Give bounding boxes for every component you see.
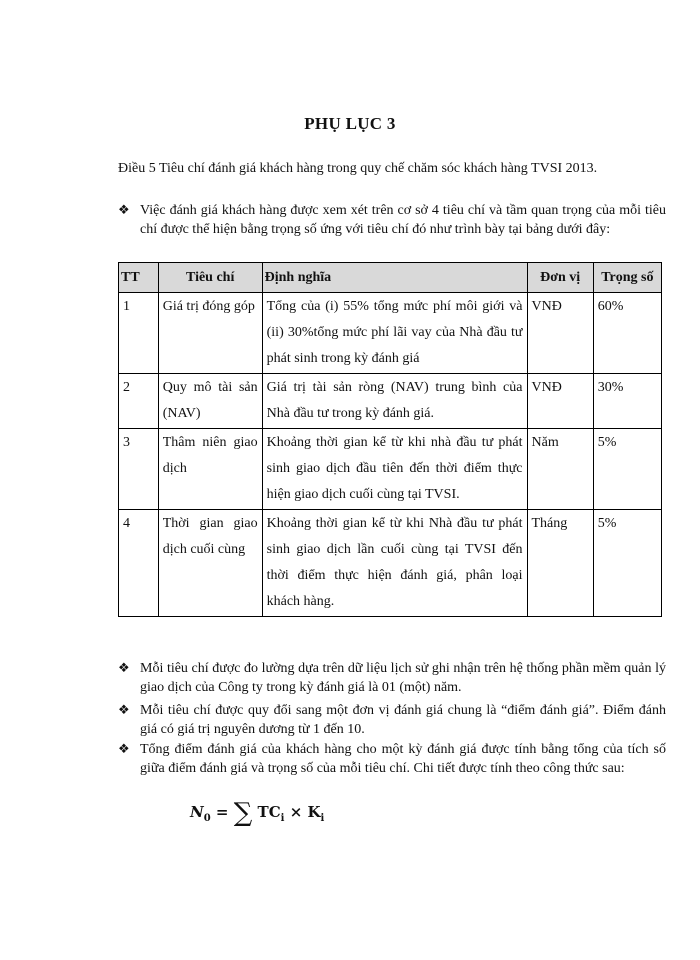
header-trong-so: Trọng số xyxy=(593,263,661,293)
cell-don-vi: VNĐ xyxy=(527,374,593,429)
table-row xyxy=(119,293,662,374)
diamond-bullet-icon: ❖ xyxy=(118,703,130,718)
cell-don-vi: Tháng xyxy=(527,510,593,617)
cell-tt: 3 xyxy=(119,429,159,510)
formula-k-sub: i xyxy=(320,813,325,824)
cell-tieu-chi: Thời gian giao dịch cuối cùng xyxy=(158,510,262,617)
cell-trong-so: 5% xyxy=(593,429,661,510)
cell-tt: 1 xyxy=(119,293,159,374)
cell-tieu-chi: Thâm niên giao dịch xyxy=(158,429,262,510)
table-header-row xyxy=(119,263,662,293)
diamond-bullet-icon: ❖ xyxy=(118,742,130,757)
criteria-table xyxy=(118,262,662,617)
cell-don-vi: Năm xyxy=(527,429,593,510)
formula-lhs-sub: 0 xyxy=(203,813,211,824)
page-title: PHỤ LỤC 3 xyxy=(304,114,396,133)
cell-tieu-chi: Quy mô tài sản (NAV) xyxy=(158,374,262,429)
cell-tt: 2 xyxy=(119,374,159,429)
table-row xyxy=(119,510,662,617)
formula-tc-sub: i xyxy=(280,813,285,824)
cell-trong-so: 60% xyxy=(593,293,661,374)
bullet-item-measurement xyxy=(118,659,666,697)
header-dinh-nghia: Định nghĩa xyxy=(262,263,527,293)
formula-tc: TC xyxy=(257,803,281,821)
cell-tieu-chi: Giá trị đóng góp xyxy=(158,293,262,374)
formula-times: × xyxy=(289,803,303,821)
bullet-item-score-conversion xyxy=(118,701,666,739)
cell-trong-so: 30% xyxy=(593,374,661,429)
header-tt: TT xyxy=(119,263,159,293)
intro-paragraph: Điều 5 Tiêu chí đánh giá khách hàng trong quy chế chăm sóc khách hàng TVSI 2013. xyxy=(118,161,598,176)
diamond-bullet-icon: ❖ xyxy=(118,203,130,218)
cell-dinh-nghia: Tổng của (i) 55% tổng mức phí môi giới và (ii) 30%tổng mức phí lãi vay của Nhà đầu tư phát sinh trong kỳ đánh giá xyxy=(262,293,527,374)
cell-dinh-nghia: Khoảng thời gian kể từ khi Nhà đầu tư phát sinh giao dịch lần cuối cùng tại TVSI đến thời điểm thực hiện đánh giá, phân loại khách hàng. xyxy=(262,510,527,617)
cell-tt: 4 xyxy=(119,510,159,617)
formula-lhs: N xyxy=(190,803,204,821)
cell-dinh-nghia: Khoảng thời gian kể từ khi nhà đầu tư phát sinh giao dịch đầu tiên đến thời điểm thực hiện giao dịch cuối cùng tại TVSI. xyxy=(262,429,527,510)
header-don-vi: Đơn vị xyxy=(527,263,593,293)
bullet-text: Việc đánh giá khách hàng được xem xét trên cơ sở 4 tiêu chí và tầm quan trọng của mỗi tiêu chí được thể hiện bằng trọng số ứng với tiêu chí đó như trình bày tại bảng dưới đây: xyxy=(140,203,666,237)
bullet-text: Mỗi tiêu chí được quy đổi sang một đơn vị đánh giá chung là “điểm đánh giá”. Điểm đánh giá có giá trị nguyên dương từ 1 đến 10. xyxy=(140,703,666,737)
formula-k: K xyxy=(307,803,321,821)
score-formula xyxy=(190,798,324,828)
table-row xyxy=(119,429,662,510)
formula-equals: = xyxy=(215,803,229,821)
cell-dinh-nghia: Giá trị tài sản ròng (NAV) trung bình của Nhà đầu tư trong kỳ đánh giá. xyxy=(262,374,527,429)
table-row xyxy=(119,374,662,429)
bullet-item-evaluation-basis xyxy=(118,201,666,239)
cell-trong-so: 5% xyxy=(593,510,661,617)
diamond-bullet-icon: ❖ xyxy=(118,661,130,676)
cell-don-vi: VNĐ xyxy=(527,293,593,374)
sigma-icon: ∑ xyxy=(233,798,253,828)
bullet-text: Tổng điểm đánh giá của khách hàng cho một kỳ đánh giá được tính bằng tổng của tích số giữa điểm đánh giá và trọng số của mỗi tiêu chí. Chi tiết được tính theo công thức sau: xyxy=(140,742,666,776)
bullet-item-total-score xyxy=(118,740,666,778)
bullet-text: Mỗi tiêu chí được đo lường dựa trên dữ liệu lịch sử ghi nhận trên hệ thống phần mềm quản lý giao dịch của Công ty trong kỳ đánh giá là 01 (một) năm. xyxy=(140,661,666,695)
header-tieu-chi: Tiêu chí xyxy=(158,263,262,293)
